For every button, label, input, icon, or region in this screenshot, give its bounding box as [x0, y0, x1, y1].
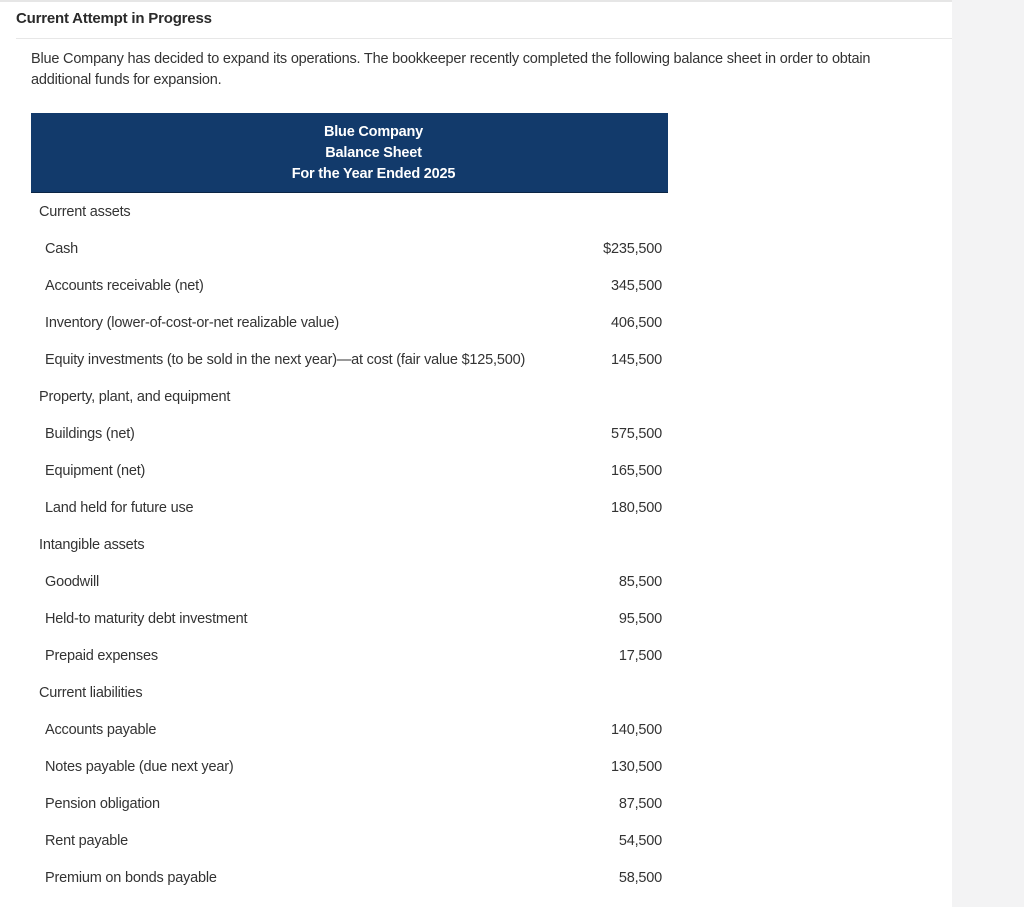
- line-item-amount: 54,500: [618, 833, 662, 849]
- company-name: Blue Company: [323, 124, 424, 140]
- line-item-label: Notes payable (due next year): [45, 759, 234, 775]
- line-item-goodwill: [31, 564, 668, 601]
- problem-statement: Blue Company has decided to expand its operations. The bookkeeper recently completed the following balance sheet in order to obtain additional funds for expansion.: [31, 51, 871, 88]
- line-item-htm-investment: [31, 601, 668, 638]
- line-item-amount: 130,500: [610, 759, 662, 775]
- line-item-pension-obligation: [31, 786, 668, 823]
- line-item-label: Premium on bonds payable: [45, 870, 217, 886]
- line-item-amount: 345,500: [610, 278, 662, 294]
- line-item-equity-investments: [31, 342, 668, 379]
- line-item-label: Equity investments (to be sold in the next year)—at cost (fair value $125,500): [45, 352, 526, 368]
- attempt-title: Current Attempt in Progress: [16, 10, 212, 27]
- line-item-amount: 575,500: [610, 426, 662, 442]
- line-item-equipment: [31, 453, 668, 490]
- line-item-amount: 87,500: [618, 796, 662, 812]
- line-item-accounts-receivable: [31, 268, 668, 305]
- line-item-label: Cash: [45, 241, 79, 257]
- section-title: Current liabilities: [39, 685, 143, 701]
- line-item-notes-payable: [31, 749, 668, 786]
- top-divider: [0, 0, 952, 2]
- line-item-label: Buildings (net): [45, 426, 135, 442]
- line-item-bond-premium: [31, 860, 668, 897]
- section-current-liabilities: [31, 675, 668, 712]
- line-item-label: Rent payable: [45, 833, 129, 849]
- line-item-label: Land held for future use: [45, 500, 194, 516]
- line-item-prepaid-expenses: [31, 638, 668, 675]
- right-gutter: [952, 0, 1024, 907]
- line-item-label: Equipment (net): [45, 463, 146, 479]
- statement-name: Balance Sheet: [325, 145, 422, 161]
- line-item-rent-payable: [31, 823, 668, 860]
- section-title: Current assets: [39, 204, 131, 220]
- line-item-buildings: [31, 416, 668, 453]
- balance-sheet-header: [31, 113, 668, 193]
- line-item-amount: $235,500: [603, 241, 662, 257]
- line-item-inventory: [31, 305, 668, 342]
- line-item-label: Accounts payable: [45, 722, 157, 738]
- line-item-label: Inventory (lower-of-cost-or-net realizable value): [45, 315, 340, 331]
- section-ppe: [31, 379, 668, 416]
- line-item-amount: 165,500: [610, 463, 662, 479]
- line-item-label: Goodwill: [45, 574, 100, 590]
- line-item-cash: [31, 231, 668, 268]
- line-item-land: [31, 490, 668, 527]
- section-intangible-assets: [31, 527, 668, 564]
- line-item-amount: 140,500: [610, 722, 662, 738]
- section-current-assets: [31, 194, 668, 231]
- line-item-amount: 180,500: [610, 500, 662, 516]
- line-item-amount: 406,500: [610, 315, 662, 331]
- line-item-amount: 95,500: [618, 611, 662, 627]
- line-item-amount: 85,500: [618, 574, 662, 590]
- line-item-amount: 145,500: [610, 352, 662, 368]
- line-item-amount: 17,500: [618, 648, 662, 664]
- line-item-amount: 58,500: [618, 870, 662, 886]
- line-item-label: Pension obligation: [45, 796, 160, 812]
- statement-period: For the Year Ended 2025: [291, 166, 456, 182]
- line-item-accounts-payable: [31, 712, 668, 749]
- title-divider: [16, 38, 952, 39]
- section-title: Intangible assets: [39, 537, 145, 553]
- line-item-label: Prepaid expenses: [45, 648, 158, 664]
- line-item-label: Accounts receivable (net): [45, 278, 204, 294]
- line-item-label: Held-to maturity debt investment: [45, 611, 248, 627]
- balance-sheet-body: [31, 194, 668, 897]
- section-title: Property, plant, and equipment: [39, 389, 231, 405]
